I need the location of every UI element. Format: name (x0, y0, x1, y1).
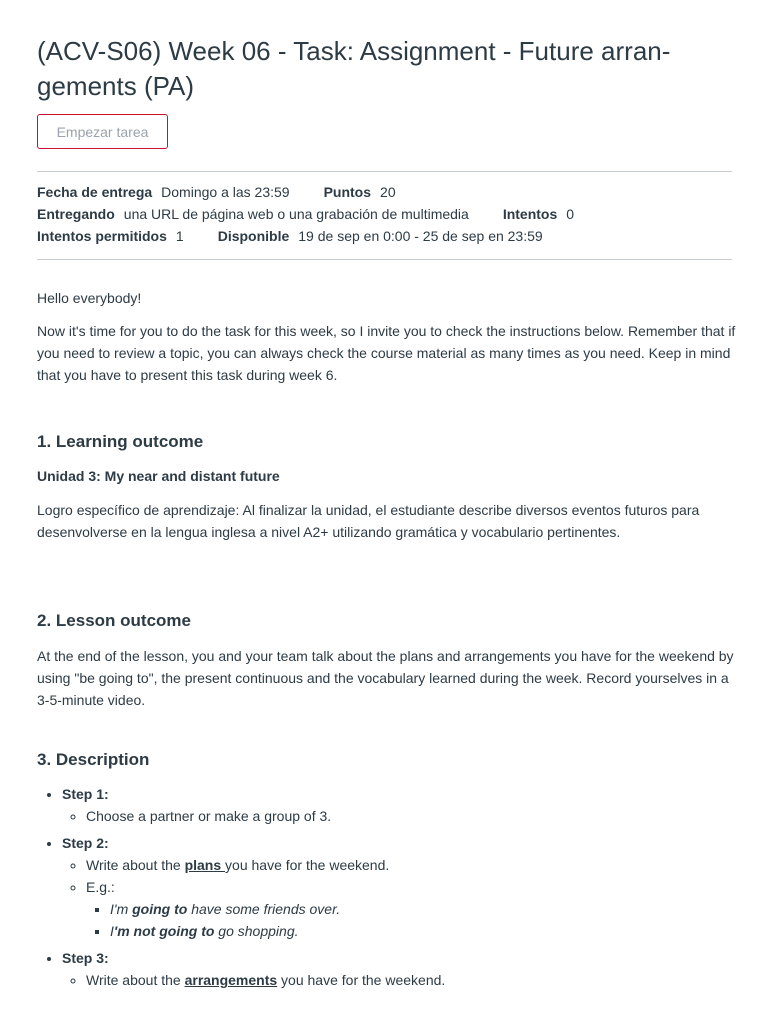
unit-heading: Unidad 3: My near and distant future (37, 468, 280, 484)
available-label: Disponible (217, 228, 290, 244)
divider (37, 171, 732, 172)
due-value: Domingo a las 23:59 (161, 184, 290, 200)
section-heading: 2. Lesson outcome (37, 611, 191, 630)
greeting-text: Hello everybody! (37, 290, 142, 306)
divider (37, 259, 732, 260)
step-label: Step 2: (62, 835, 109, 851)
step-text: you have for the weekend. (225, 857, 390, 873)
details-row-3 (37, 225, 543, 247)
step-text: Choose a partner or make a group of 3. (86, 808, 332, 824)
example-text: I (110, 923, 114, 939)
start-assignment-button[interactable]: Empezar tarea (37, 114, 168, 149)
example-text: have some friends over. (187, 901, 341, 917)
points-label: Puntos (323, 184, 372, 200)
points-value: 20 (380, 184, 396, 200)
steps-list (37, 783, 752, 996)
step-label: Step 3: (62, 950, 109, 966)
step-text: you have for the weekend. (277, 972, 446, 988)
list-item (62, 783, 752, 827)
list-item (86, 969, 752, 991)
allowed-label: Intentos permitidos (37, 228, 167, 244)
attempts-label: Intentos (502, 206, 558, 222)
intro-text: Now it's time for you to do the task for this week, so I invite you to check the instructions below. Remember that if you need to review a topic, you can always check the course material as many times as you need. Keep in mind that you have to present this task during week 6. (37, 323, 736, 383)
submitting-value: una URL de página web o una grabación de multimedia (123, 206, 469, 222)
keyword-plans: plans (184, 857, 226, 873)
section-heading: 3. Description (37, 750, 150, 769)
submitting-label: Entregando (37, 206, 115, 222)
list-item (86, 876, 752, 942)
example-label: E.g.: (86, 879, 115, 895)
lesson-outcome-text: At the end of the lesson, you and your team talk about the plans and arrangements you have for the weekend by using "be going to", the present continuous and the vocabulary learned during the week. Record yourselves in a 3-5-minute video. (37, 648, 734, 708)
example-item (110, 898, 752, 920)
example-keyword: 'm not going to (113, 923, 215, 939)
list-item (86, 854, 752, 876)
example-text: go shopping. (214, 923, 299, 939)
keyword-arrangements: arrangements (184, 972, 278, 988)
step-label: Step 1: (62, 786, 109, 802)
details-row-1 (37, 181, 396, 203)
step-text: Write about the (86, 857, 185, 873)
allowed-value: 1 (175, 228, 184, 244)
learning-outcome-text: Logro específico de aprendizaje: Al finalizar la unidad, el estudiante describe diversos eventos futuros para desenvolverse en la lengua inglesa a nivel A2+ utilizando gramática y vocabulario pertinentes. (37, 502, 700, 540)
due-label: Fecha de entrega (37, 184, 153, 200)
attempts-value: 0 (566, 206, 575, 222)
list-item (62, 832, 752, 942)
example-item (110, 920, 752, 942)
step-text: Write about the (86, 972, 185, 988)
details-row-2 (37, 203, 574, 225)
example-keyword: going to (132, 901, 188, 917)
section-heading: 1. Learning outcome (37, 432, 204, 451)
list-item (86, 805, 752, 827)
page-title: (ACV-S06) Week 06 - Task: Assignment - Future arran-gements (PA) (37, 36, 671, 101)
list-item (62, 947, 752, 991)
available-value: 19 de sep en 0:00 - 25 de sep en 23:59 (298, 228, 543, 244)
example-text: I'm (110, 901, 133, 917)
